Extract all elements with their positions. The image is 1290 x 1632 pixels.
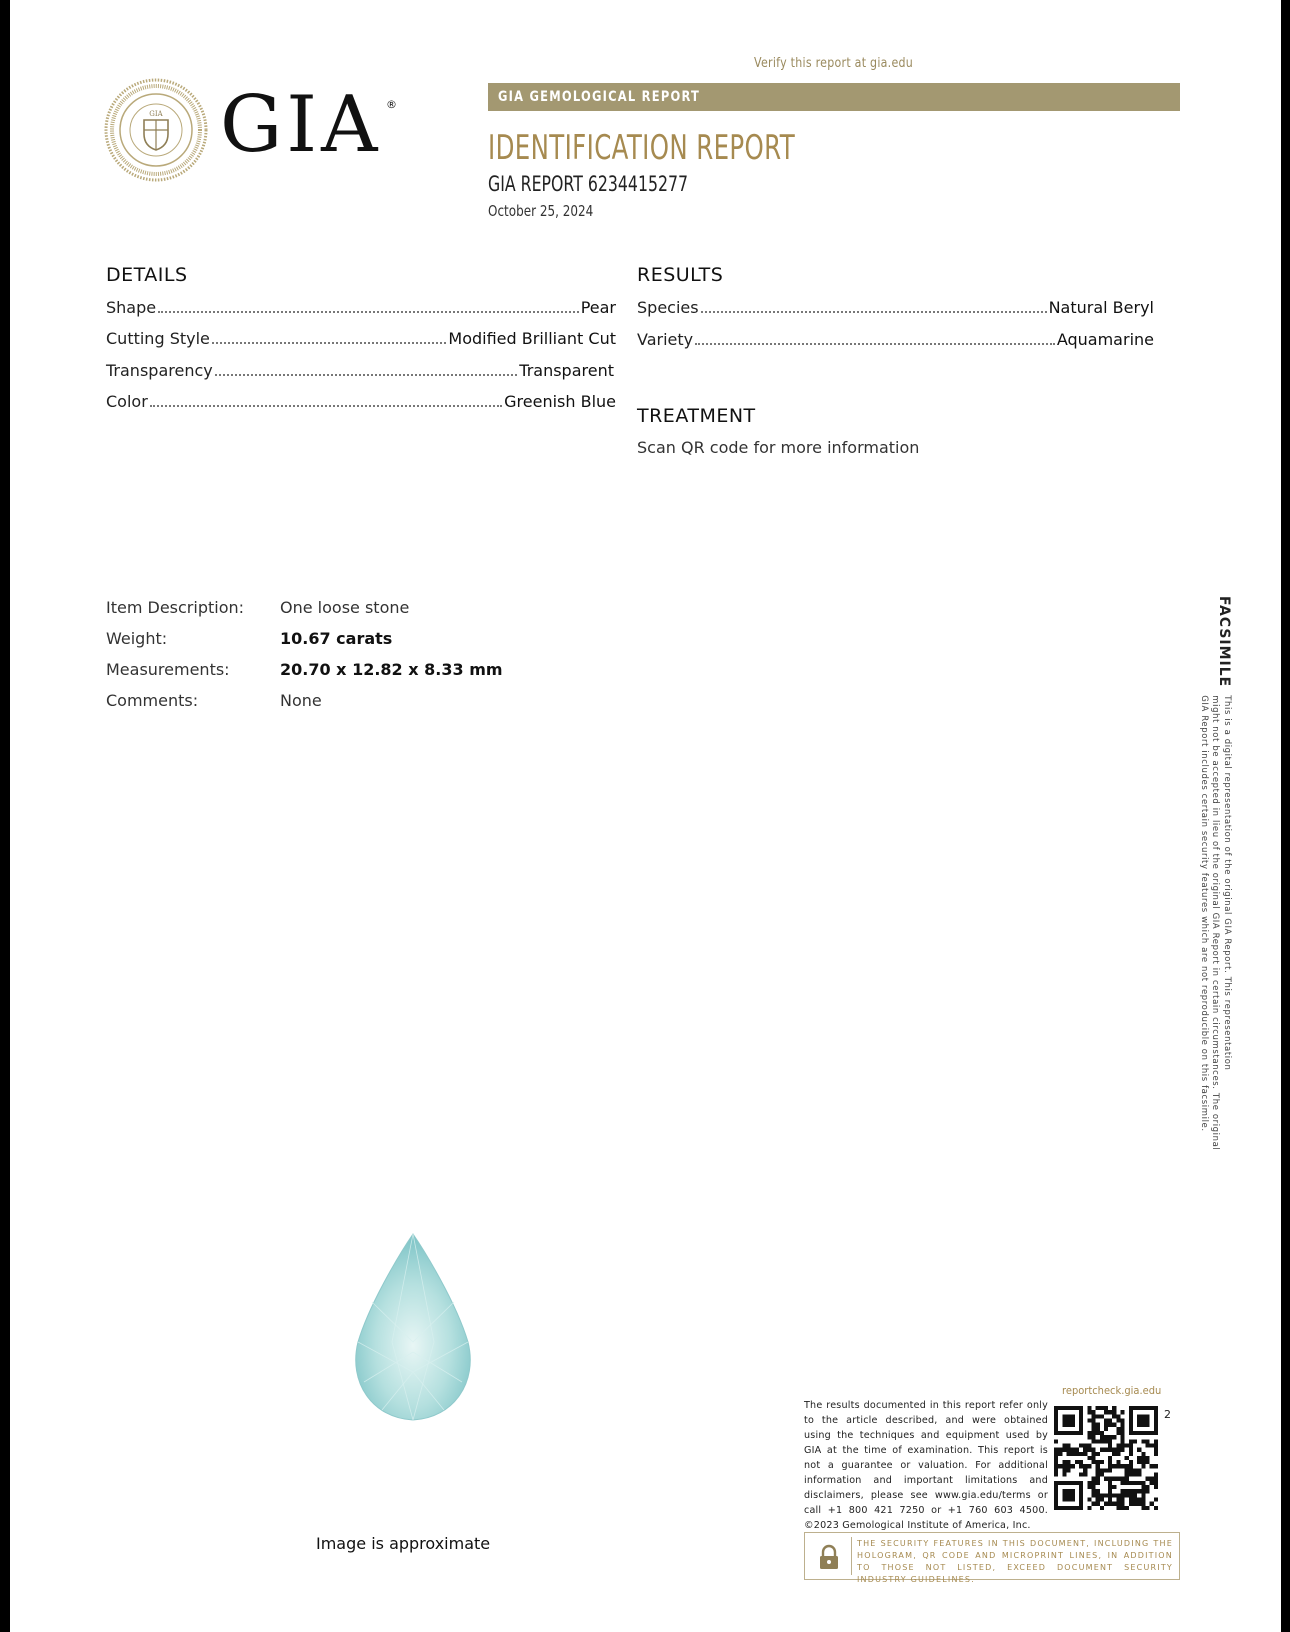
details-row-cutting-style: Cutting Style Modified Brilliant Cut [106,329,616,348]
measurements-value: 20.70 x 12.82 x 8.33 mm [280,660,503,679]
treatment-text: Scan QR code for more information [637,438,920,457]
svg-text:GIA: GIA [149,110,163,118]
report-date: October 25, 2024 [488,202,594,220]
details-heading: DETAILS [106,264,188,286]
page-number: 2 [1164,1408,1171,1421]
verify-link[interactable]: Verify this report at gia.edu [754,56,914,71]
report-page [10,0,1281,1632]
item-description-value: One loose stone [280,598,410,617]
facsimile-title: FACSIMILE [1216,596,1232,688]
gia-wordmark: GIA [220,80,382,170]
reportcheck-link[interactable]: reportcheck.gia.edu [1062,1384,1162,1397]
results-row-variety: Variety Aquamarine [637,330,1154,349]
gemstone-image [352,1232,474,1422]
details-row-shape: Shape Pear [106,298,616,317]
report-title: IDENTIFICATION REPORT [488,128,796,168]
report-type-bar [488,83,1180,111]
details-row-color: Color Greenish Blue [106,392,616,411]
results-heading: RESULTS [637,264,724,286]
facsimile-line-1: This is a digital representation of the original GIA Report. This representation [1222,695,1232,1071]
registered-mark: ® [386,98,397,111]
comments-value: None [280,691,322,710]
comments-label: Comments: [106,691,199,710]
disclaimer-text: The results documented in this report refer only to the article described, and were obtained using the techniques and equipment used by GIA at the time of examination. This report is not a guarantee or valuation. For additional information and important limitations and disclaimers, please see www.gia.edu/terms or call +1 800 421 7250 or +1 760 603 4500. ©2023 Gemological Institute of America, Inc. [804,1400,1048,1531]
qr-code[interactable] [1054,1406,1158,1510]
report-type-label: GIA GEMOLOGICAL REPORT [498,89,701,105]
weight-label: Weight: [106,629,168,648]
report-number: GIA REPORT 6234415277 [488,172,689,196]
image-caption: Image is approximate [316,1534,491,1553]
facsimile-line-2: might not be accepted in lieu of the original GIA Report in certain circumstances. The original [1210,695,1221,1151]
item-description-label: Item Description: [106,598,245,617]
facsimile-line-3: GIA Report includes certain security features which are not reproducible on this facsimile. [1199,695,1209,1132]
facsimile-notice [1198,596,1233,1150]
measurements-label: Measurements: [106,660,230,679]
security-notice [804,1532,1180,1584]
gia-seal-icon [104,78,208,182]
treatment-heading: TREATMENT [637,405,756,427]
details-row-transparency: Transparency Transparent [106,361,614,380]
results-row-species: Species Natural Beryl [637,298,1154,317]
security-text: THE SECURITY FEATURES IN THIS DOCUMENT, INCLUDING THE HOLOGRAM, QR CODE AND MICROPRINT LINES, IN ADDITION TO THOSE NOT LISTED, EXCEED DOCUMENT SECURITY INDUSTRY GUIDELINES. [857,1539,1173,1584]
weight-value: 10.67 carats [280,629,393,648]
lock-icon [815,1543,843,1571]
